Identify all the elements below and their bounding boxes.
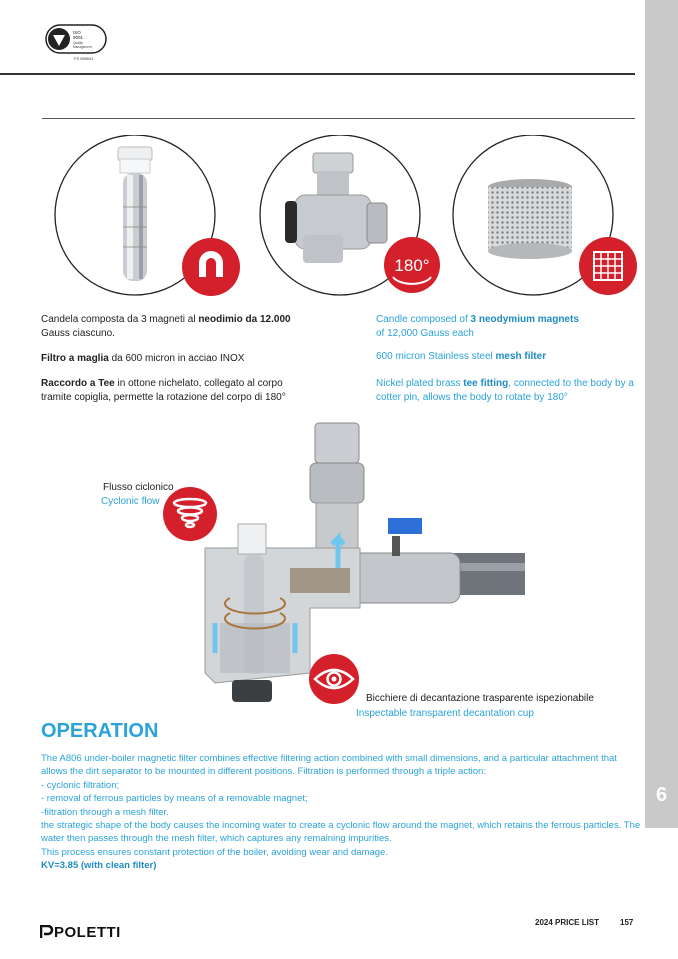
- price-list-label: 2024 PRICE LIST: [535, 918, 600, 927]
- svg-text:ISO: ISO: [73, 30, 81, 35]
- operation-line: the strategic shape of the body causes the incoming water to create a cyclonic flow around the magnet, which retains the ferrous particles. The water then passes through the mesh filter, which captures any remaining impurities.: [41, 820, 641, 845]
- operation-body: [41, 752, 641, 873]
- mesh-filter-illustration: [450, 135, 650, 300]
- rotation-badge-text: 180°: [394, 256, 430, 275]
- svg-text:Management: Management: [73, 45, 92, 49]
- section-side-tab: [645, 0, 678, 828]
- bsi-certification-logo: [45, 24, 107, 54]
- section-number: 6: [655, 784, 668, 806]
- operation-line: - removal of ferrous particles by means of a removable magnet;: [41, 793, 308, 805]
- cyclone-icon: [161, 485, 219, 543]
- feature-2-it: Filtro a maglia da 600 micron in acciao INOX: [41, 353, 245, 364]
- header-rule: [0, 73, 635, 75]
- svg-text:9001: 9001: [73, 35, 84, 40]
- cup-label-en: Inspectable transparent decantation cup: [356, 708, 534, 719]
- cyclonic-label-it: Flusso ciclonico: [103, 482, 174, 493]
- tee-fitting-illustration: [255, 135, 455, 300]
- feature-2-en: 600 micron Stainless steel mesh filter: [376, 351, 547, 362]
- operation-line: This process ensures constant protection of the boiler, avoiding wear and damage.: [41, 846, 388, 858]
- poletti-logo-icon: [40, 925, 54, 939]
- operation-line: The A806 under-boiler magnetic filter combines effective filtering action combined with small dimensions, and a particular attachment that allows the dirt separator to be mounted in different positions. Filtration is performed through a triple action:: [41, 753, 617, 778]
- section-rule: [42, 118, 635, 119]
- magnet-candle-illustration: [40, 135, 240, 300]
- cert-number: FS 559631: [74, 56, 94, 61]
- feature-3-it: Raccordo a Tee in ottone nichelato, collegato al corpo tramite copiglia, permette la rotazione del corpo di 180°: [41, 378, 286, 403]
- svg-text:Quality: Quality: [73, 41, 83, 45]
- feature-1-it: Candela composta da 3 magneti al neodimio da 12.000 Gauss ciascuno.: [41, 314, 291, 339]
- cup-label-it: Bicchiere di decantazione trasparente ispezionabile: [366, 693, 594, 704]
- operation-line: -filtration through a mesh filter.: [41, 806, 169, 818]
- kv-value: KV=3.85 (with clean filter): [41, 860, 157, 872]
- operation-line: - cyclonic filtration;: [41, 779, 120, 791]
- poletti-logo: POLETTI: [40, 924, 121, 941]
- operation-title: OPERATION: [41, 720, 159, 742]
- cyclonic-label-en: Cyclonic flow: [101, 496, 160, 507]
- eye-icon: [307, 652, 361, 706]
- feature-3-en: Nickel plated brass tee fitting, connected to the body by a cotter pin, allows the body to rotate by 180°: [376, 378, 634, 403]
- feature-1-en: Candle composed of 3 neodymium magnets of 12,000 Gauss each: [376, 314, 579, 339]
- page-number: 157: [620, 918, 634, 927]
